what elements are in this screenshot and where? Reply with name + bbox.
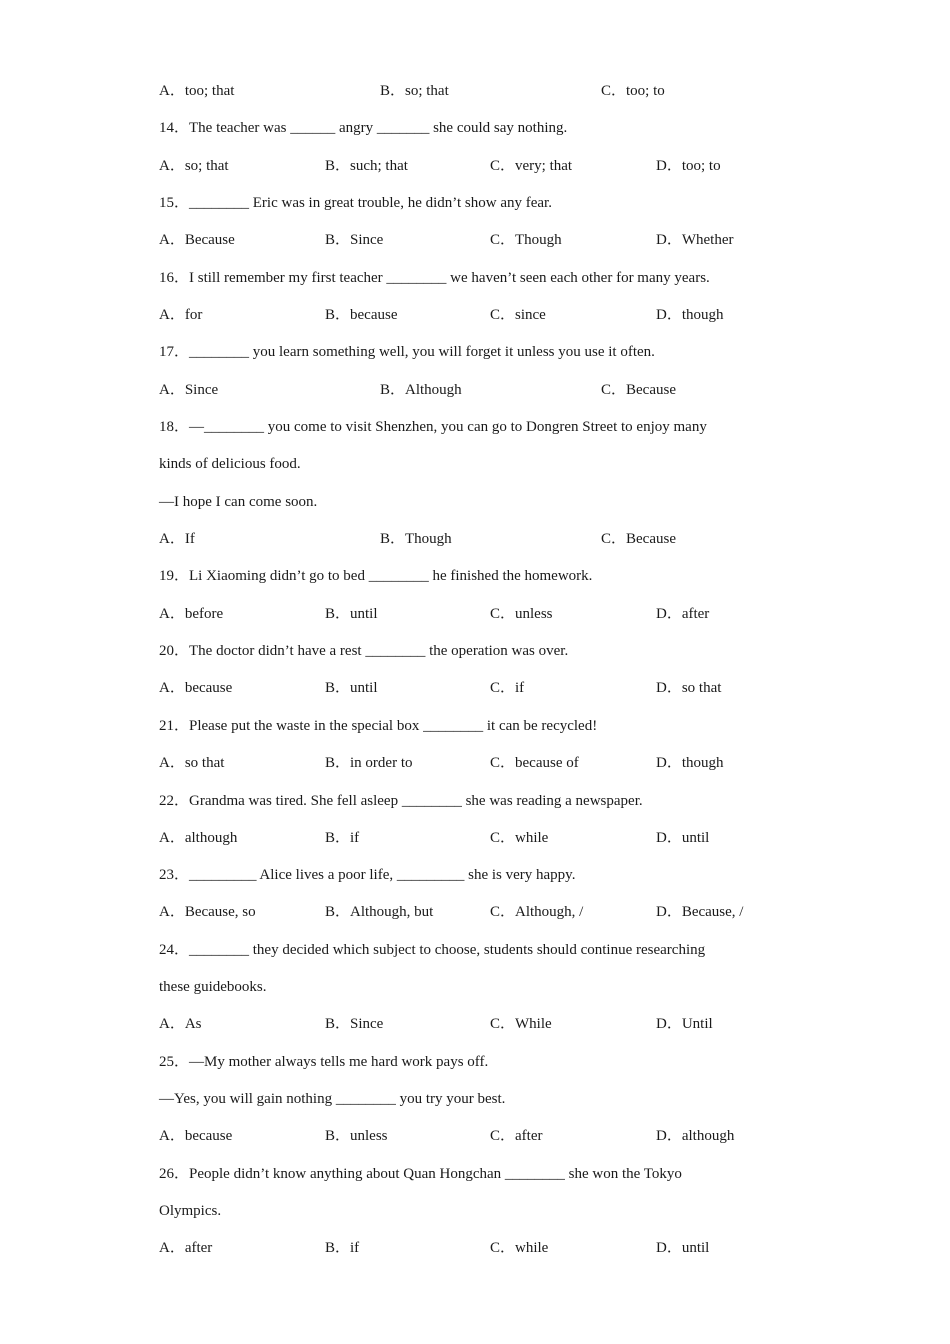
option-q24-b: B．Since — [325, 1016, 384, 1032]
option-q17-a: A．Since — [159, 382, 219, 398]
option-q16-c: C．since — [490, 307, 546, 323]
option-q23-c: C．Although, / — [490, 904, 584, 920]
option-q19-b: B．until — [325, 606, 378, 622]
option-q24-a: A．As — [159, 1016, 202, 1032]
option-q18-b: B．Though — [380, 531, 452, 547]
option-q13-c: C．too; to — [601, 83, 665, 99]
question-15: 15．________ Eric was in great trouble, he didn’t show any fear. — [159, 195, 552, 211]
option-q13-b: B．so; that — [380, 83, 449, 99]
option-q19-d: D．after — [656, 606, 710, 622]
option-q26-a: A．after — [159, 1240, 213, 1256]
option-q17-b: B．Although — [380, 382, 462, 398]
question-25-reply: —Yes, you will gain nothing ________ you try your best. — [159, 1091, 506, 1107]
option-q23-a: A．Because, so — [159, 904, 256, 920]
option-q22-c: C．while — [490, 830, 549, 846]
option-q18-a: A．If — [159, 531, 195, 547]
option-q26-d: D．until — [656, 1240, 710, 1256]
option-q24-d: D．Until — [656, 1016, 713, 1032]
option-q14-d: D．too; to — [656, 158, 721, 174]
option-q22-d: D．until — [656, 830, 710, 846]
question-18: 18．—________ you come to visit Shenzhen, you can go to Dongren Street to enjoy many — [159, 419, 707, 435]
option-q24-c: C．While — [490, 1016, 552, 1032]
option-q20-b: B．until — [325, 680, 378, 696]
option-q19-c: C．unless — [490, 606, 553, 622]
option-q25-c: C．after — [490, 1128, 543, 1144]
question-26-continued: Olympics. — [159, 1203, 222, 1219]
option-q16-b: B．because — [325, 307, 398, 323]
question-18-reply: —I hope I can come soon. — [159, 494, 318, 510]
option-q17-c: C．Because — [601, 382, 676, 398]
option-q25-b: B．unless — [325, 1128, 388, 1144]
option-q21-c: C．because of — [490, 755, 579, 771]
option-q26-c: C．while — [490, 1240, 549, 1256]
option-q20-a: A．because — [159, 680, 233, 696]
option-q19-a: A．before — [159, 606, 224, 622]
option-q21-d: D．though — [656, 755, 724, 771]
question-26: 26．People didn’t know anything about Quan Hongchan ________ she won the Tokyo — [159, 1166, 682, 1182]
question-14: 14．The teacher was ______ angry _______ she could say nothing. — [159, 120, 568, 136]
option-q22-a: A．although — [159, 830, 238, 846]
option-q15-a: A．Because — [159, 232, 235, 248]
option-q21-a: A．so that — [159, 755, 225, 771]
option-q23-d: D．Because, / — [656, 904, 744, 920]
question-21: 21．Please put the waste in the special box ________ it can be recycled! — [159, 718, 598, 734]
option-q16-a: A．for — [159, 307, 203, 323]
option-q21-b: B．in order to — [325, 755, 413, 771]
option-q20-d: D．so that — [656, 680, 722, 696]
option-q15-b: B．Since — [325, 232, 384, 248]
question-25: 25．—My mother always tells me hard work pays off. — [159, 1054, 489, 1070]
option-q14-a: A．so; that — [159, 158, 229, 174]
option-q25-a: A．because — [159, 1128, 233, 1144]
question-24: 24．________ they decided which subject to choose, students should continue researching — [159, 942, 706, 958]
option-q26-b: B．if — [325, 1240, 360, 1256]
question-22: 22．Grandma was tired. She fell asleep ________ she was reading a newspaper. — [159, 793, 643, 809]
option-q13-a: A．too; that — [159, 83, 235, 99]
question-19: 19．Li Xiaoming didn’t go to bed ________ he finished the homework. — [159, 568, 593, 584]
question-24-continued: these guidebooks. — [159, 979, 267, 995]
question-16: 16．I still remember my first teacher ________ we haven’t seen each other for many years. — [159, 270, 710, 286]
question-18-continued: kinds of delicious food. — [159, 456, 301, 472]
question-20: 20．The doctor didn’t have a rest ________ the operation was over. — [159, 643, 569, 659]
question-17: 17．________ you learn something well, you will forget it unless you use it often. — [159, 344, 655, 360]
option-q15-c: C．Though — [490, 232, 562, 248]
option-q16-d: D．though — [656, 307, 724, 323]
option-q14-c: C．very; that — [490, 158, 573, 174]
option-q20-c: C．if — [490, 680, 525, 696]
option-q18-c: C．Because — [601, 531, 676, 547]
option-q14-b: B．such; that — [325, 158, 408, 174]
option-q15-d: D．Whether — [656, 232, 734, 248]
option-q23-b: B．Although, but — [325, 904, 434, 920]
option-q25-d: D．although — [656, 1128, 735, 1144]
question-23: 23．_________ Alice lives a poor life, _________ she is very happy. — [159, 867, 576, 883]
option-q22-b: B．if — [325, 830, 360, 846]
